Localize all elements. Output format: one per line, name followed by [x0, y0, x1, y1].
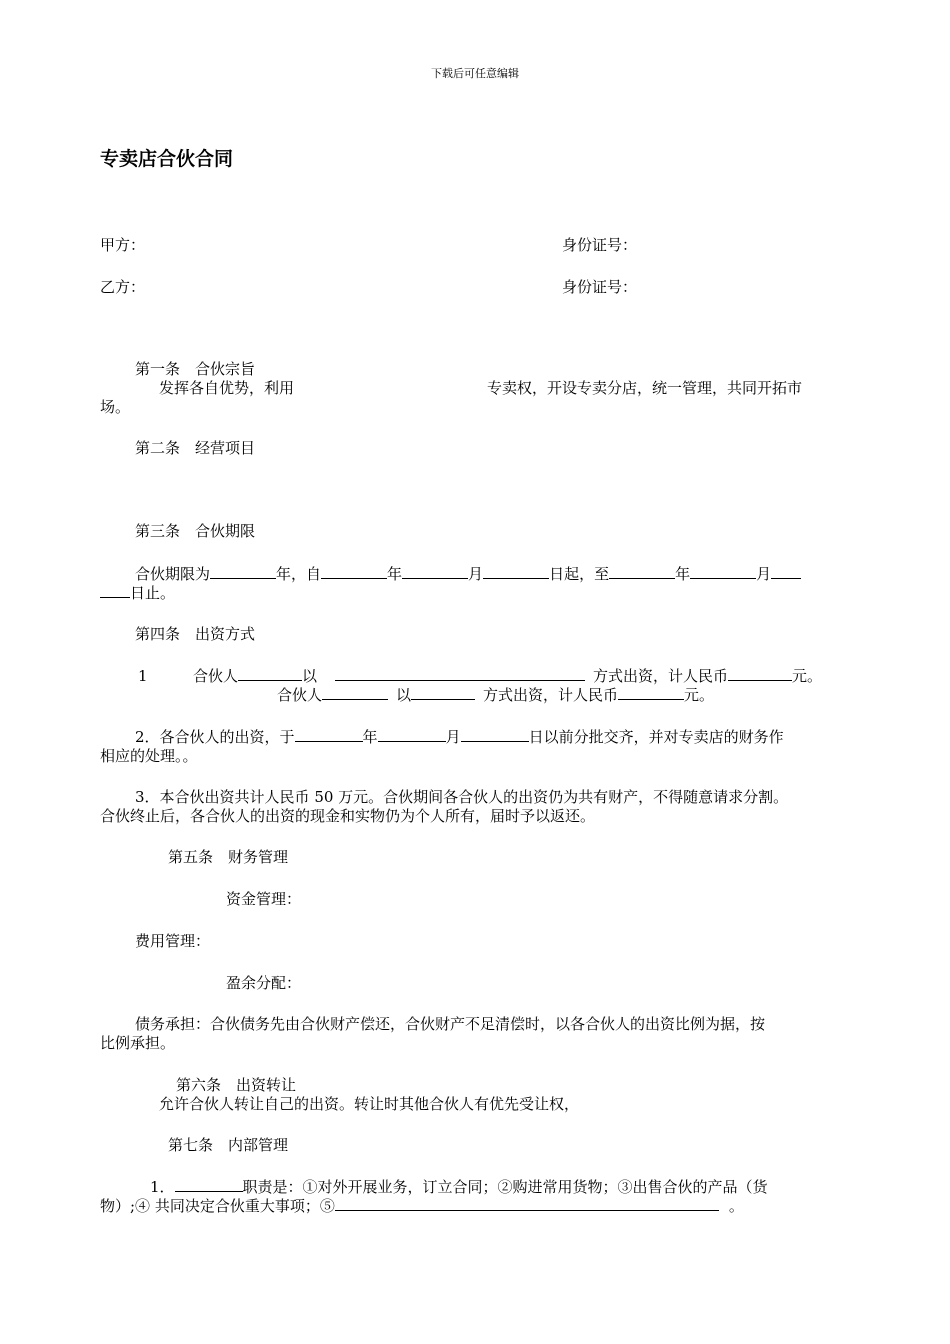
item1-text: 职责是：①对外开展业务，订立合同；②购进常用货物；③出售合伙的产品（货	[242, 1178, 768, 1196]
article-3-term-line	[135, 564, 801, 584]
article-1-text-b: 专卖权，开设专卖分店，统一管理，共同开拓市	[487, 379, 803, 397]
article-4-item1-line	[193, 666, 822, 686]
article-3-heading: 第三条 合伙期限	[135, 522, 256, 540]
party-a-label: 甲方：	[100, 236, 146, 254]
item2-suffix: 日以前分批交齐，并对专卖店的财务作	[528, 728, 784, 746]
page-header: 下载后可任意编辑	[431, 67, 519, 80]
item2-prefix: 2．各合伙人的出资，于	[135, 728, 295, 746]
party-a-id-label: 身份证号：	[562, 236, 638, 254]
party-b-id-label: 身份证号：	[562, 278, 638, 296]
term-prefix: 合伙期限为	[135, 565, 211, 583]
item2-month: 月	[445, 728, 461, 746]
article-4-item3-line: 3．本合伙出资共计人民币 50 万元。合伙期间各合伙人的出资仍为共有财产，不得随意请求分割。	[135, 788, 789, 806]
article-4-item1b-line	[277, 685, 714, 705]
blank	[295, 727, 363, 742]
article-7-heading: 第七条 内部管理	[168, 1136, 289, 1154]
blank	[100, 583, 130, 598]
item1-end: 。	[728, 1197, 744, 1215]
term-end: 日止。	[130, 584, 176, 602]
profit-label: 盈余分配：	[226, 974, 302, 992]
article-4-heading: 第四条 出资方式	[135, 625, 256, 643]
party-b-label: 乙方：	[100, 278, 146, 296]
blank	[238, 666, 302, 681]
expense-label: 费用管理：	[135, 932, 211, 950]
article-4-item1-num: 1	[138, 667, 148, 685]
blank	[411, 685, 475, 700]
debt-cont: 比例承担。	[100, 1034, 176, 1052]
term-year3: 年	[675, 565, 691, 583]
unit-label: 元。	[684, 686, 715, 704]
method-label: 方式出资，计人民币	[483, 686, 619, 704]
blank	[618, 685, 684, 700]
article-6-text: 允许合伙人转让自己的出资。转让时其他合伙人有优先受让权，	[159, 1095, 580, 1113]
funds-label: 资金管理：	[226, 890, 302, 908]
blank	[690, 564, 756, 579]
item1-num: 1．	[150, 1178, 175, 1196]
blank	[378, 727, 446, 742]
term-year: 年，自	[276, 565, 322, 583]
blank	[210, 564, 276, 579]
article-1-text-a: 发挥各自优势，利用	[159, 379, 295, 397]
term-year2: 年	[387, 565, 403, 583]
blank	[335, 1196, 719, 1211]
item1-text-cont: 物）;④ 共同决定合伙重大事项；⑤	[100, 1197, 335, 1215]
article-6-heading: 第六条 出资转让	[176, 1076, 297, 1094]
partner-label: 合伙人	[193, 667, 239, 685]
article-2-heading: 第二条 经营项目	[135, 439, 256, 457]
method-label: 方式出资，计人民币	[593, 667, 729, 685]
by-label: 以	[396, 686, 412, 704]
item2-year: 年	[362, 728, 378, 746]
blank	[321, 564, 387, 579]
blank	[402, 564, 468, 579]
debt-line: 债务承担：合伙债务先由合伙财产偿还，合伙财产不足清偿时，以各合伙人的出资比例为据，按	[135, 1015, 766, 1033]
blank	[609, 564, 675, 579]
article-4-item2-line	[135, 727, 784, 747]
blank	[771, 564, 801, 579]
article-1-heading: 第一条 合伙宗旨	[135, 360, 256, 378]
term-month2: 月	[756, 565, 772, 583]
term-day-from: 日起，至	[549, 565, 610, 583]
article-1-text-c: 场。	[100, 398, 131, 416]
blank	[175, 1177, 243, 1192]
article-3-term-end	[100, 583, 175, 603]
blank	[483, 564, 549, 579]
blank	[461, 727, 529, 742]
unit-label: 元。	[792, 667, 823, 685]
term-month: 月	[468, 565, 484, 583]
document-title: 专卖店合伙合同	[100, 148, 234, 170]
article-4-item3-cont: 合伙终止后，各合伙人的出资的现金和实物仍为个人所有，届时予以返还。	[100, 807, 596, 825]
partner-label: 合伙人	[277, 686, 323, 704]
article-4-item2-cont: 相应的处理。。	[100, 747, 198, 765]
article-7-item1-line	[150, 1177, 768, 1197]
article-7-item1-cont	[100, 1196, 744, 1216]
article-5-heading: 第五条 财务管理	[168, 848, 289, 866]
blank	[728, 666, 792, 681]
by-label: 以	[302, 667, 318, 685]
blank	[335, 666, 585, 681]
blank	[322, 685, 388, 700]
